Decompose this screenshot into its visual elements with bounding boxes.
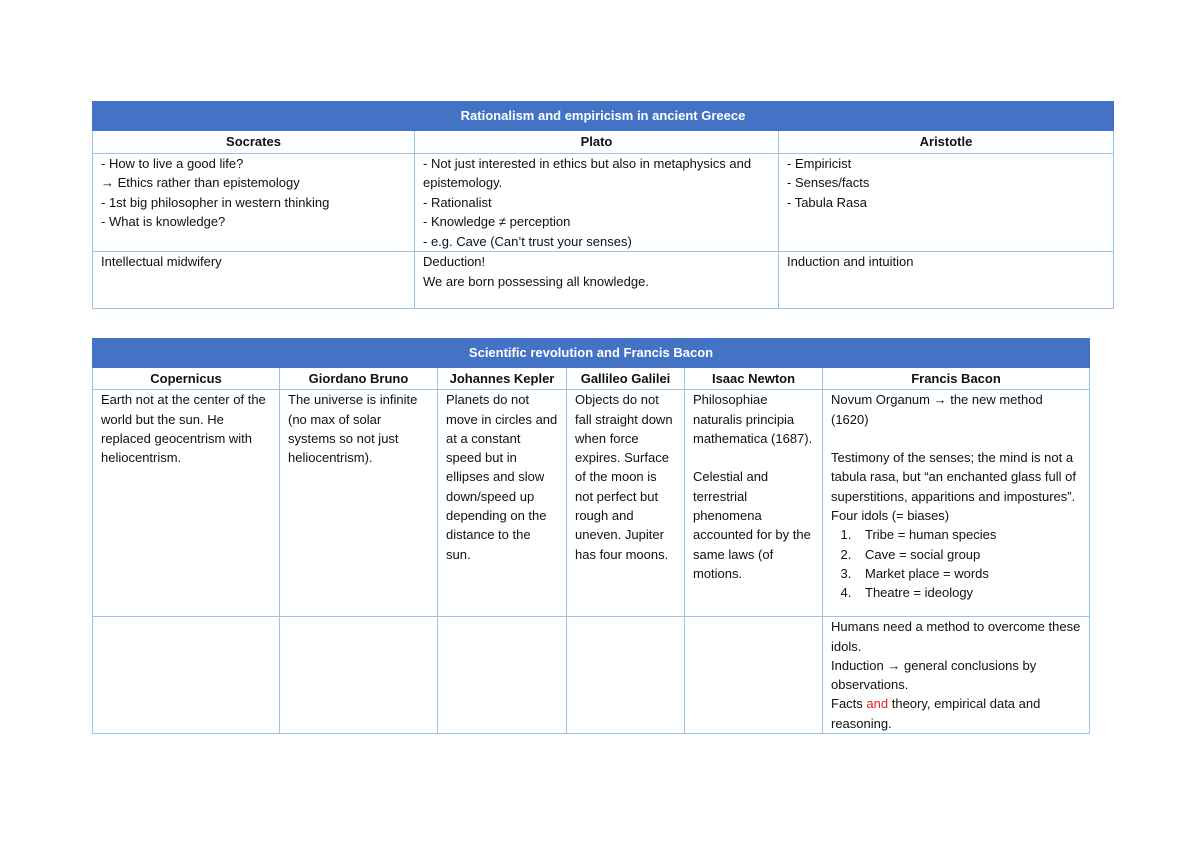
table-title: Scientific revolution and Francis Bacon: [93, 339, 1090, 368]
newton-cell: [685, 390, 823, 617]
spacer: [693, 448, 814, 467]
list-item: - Senses/facts: [787, 175, 870, 190]
list-item: 3. Market place = words: [855, 564, 1081, 583]
list-item: We are born possessing all knowledge.: [423, 273, 649, 289]
plato-method-cell: [415, 252, 779, 309]
list-item: 1. Tribe = human species: [855, 525, 1081, 544]
column-header-newton: Isaac Newton: [685, 368, 823, 390]
paragraph: Humans need a method to overcome these idols.: [831, 619, 1081, 654]
list-item: - How to live a good life?: [101, 155, 244, 171]
galilei-cell: Objects do not fall straight down when force expires. Surface of the moon is not perfect but rough and uneven. Jupiter has four moons.: [567, 390, 685, 617]
bruno-cell: The universe is infinite (no max of solar systems so not just heliocentrism).: [280, 390, 438, 617]
paragraph: Philosophiae naturalis principia mathematica (1687).: [693, 392, 813, 446]
column-header-kepler: Johannes Kepler: [438, 368, 567, 390]
empty-cell: [280, 617, 438, 734]
list-item: - Empiricist: [787, 155, 852, 171]
bacon-cell: [823, 390, 1090, 617]
list-item: - e.g. Cave (Can’t trust your senses): [423, 233, 632, 249]
empty-cell: [438, 617, 567, 734]
list-item: - Rationalist: [423, 194, 492, 210]
empty-cell: [685, 617, 823, 734]
list-item: → Ethics rather than epistemology: [101, 175, 300, 190]
list-item: - What is knowledge?: [101, 214, 226, 229]
column-header-bacon: Francis Bacon: [823, 368, 1090, 390]
column-header-copernicus: Copernicus: [93, 368, 280, 390]
empty-cell: [567, 617, 685, 734]
empty-cell: [93, 617, 280, 734]
list-item: - Knowledge ≠ perception: [423, 214, 571, 229]
text-run: Facts: [831, 696, 867, 712]
list-item: 2. Cave = social group: [855, 545, 1081, 564]
spacer: [831, 429, 1081, 448]
list-item: 4. Theatre = ideology: [855, 583, 1081, 602]
column-header-bruno: Giordano Bruno: [280, 368, 438, 390]
plato-cell: [415, 153, 779, 252]
paragraph: Novum Organum → the new method (1620): [831, 392, 1043, 427]
list-item: - Tabula Rasa: [787, 194, 867, 210]
aristotle-cell: [779, 153, 1114, 252]
text-run: theory, empirical data and reasoning.: [831, 696, 1041, 731]
paragraph: Induction → general conclusions by observations.: [831, 657, 1037, 693]
ancient-greece-table: [92, 101, 1114, 309]
highlighted-word: and: [866, 696, 889, 712]
list-item: - Not just interested in ethics but also in metaphysics and epistemology.: [423, 155, 752, 190]
scientific-revolution-table: [92, 338, 1090, 734]
column-header-socrates: Socrates: [93, 131, 415, 154]
list-item: - 1st big philosopher in western thinking: [101, 194, 330, 210]
kepler-cell: Planets do not move in circles and at a constant speed but in ellipses and slow down/speed up depending on the distance to the sun.: [438, 390, 567, 617]
paragraph: [831, 694, 1081, 733]
list-item: Deduction!: [423, 254, 486, 269]
socrates-method-cell: Intellectual midwifery: [93, 252, 415, 309]
paragraph: Testimony of the senses; the mind is not a tabula rasa, but “an enchanted glass full of superstitions, apparitions and impostures”.: [831, 450, 1076, 504]
paragraph: Celestial and terrestrial phenomena accounted for by the same laws (of motions.: [693, 469, 811, 581]
table-title: Rationalism and empiricism in ancient Greece: [93, 102, 1114, 131]
aristotle-method-cell: Induction and intuition: [779, 252, 1114, 309]
column-header-galilei: Gallileo Galilei: [567, 368, 685, 390]
idols-list: [831, 525, 1081, 602]
socrates-cell: [93, 153, 415, 252]
copernicus-cell: Earth not at the center of the world but the sun. He replaced geocentrism with heliocentrism.: [93, 390, 280, 617]
column-header-aristotle: Aristotle: [779, 131, 1114, 154]
column-header-plato: Plato: [415, 131, 779, 154]
bacon-method-cell: [823, 617, 1090, 734]
paragraph: Four idols (= biases): [831, 508, 950, 524]
